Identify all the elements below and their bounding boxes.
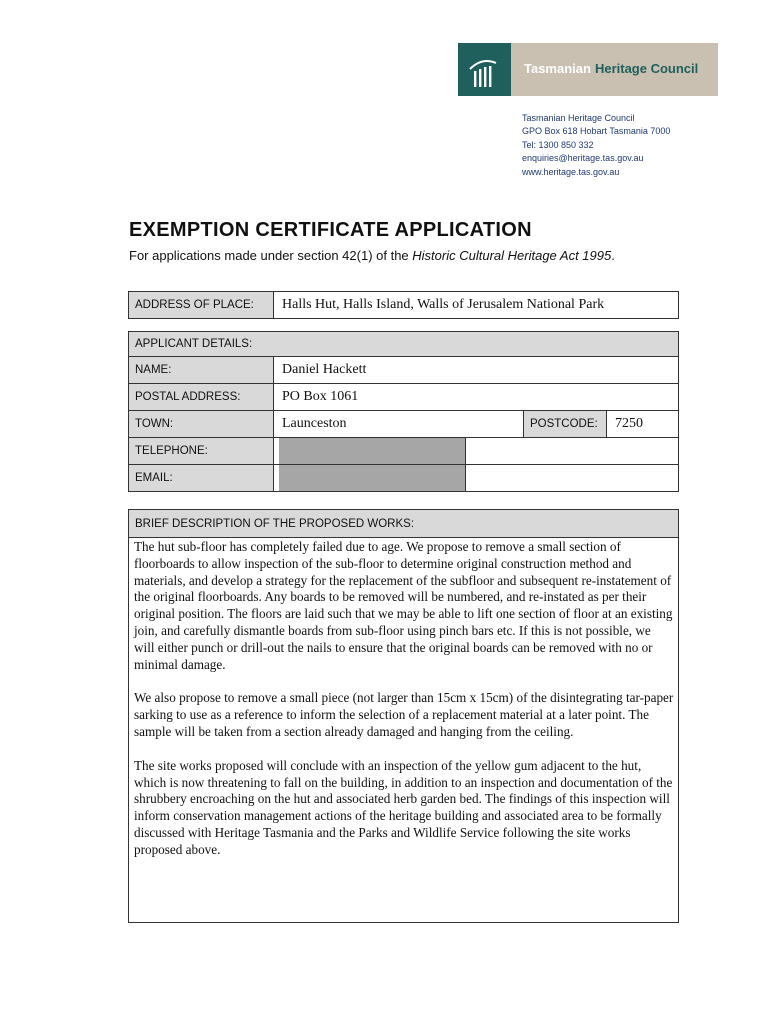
works-description — [134, 539, 674, 876]
contact-phone: Tel: 1300 850 332 — [522, 139, 594, 150]
document-title: EXEMPTION CERTIFICATE APPLICATION — [129, 219, 532, 241]
logo-word-1: Tasmanian — [524, 61, 591, 76]
applicant-header: APPLICANT DETAILS: — [129, 332, 678, 356]
email-label: EMAIL: — [129, 465, 274, 491]
place-table — [128, 291, 679, 319]
contact-email: enquiries@heritage.tas.gov.au — [522, 153, 644, 164]
name-value: Daniel Hackett — [282, 362, 367, 377]
contact-address: GPO Box 618 Hobart Tasmania 7000 — [522, 126, 671, 137]
logo-word-2: Heritage Council — [594, 61, 699, 76]
heritage-council-logo — [458, 43, 718, 96]
columns-icon — [458, 43, 511, 96]
town-value: Launceston — [282, 416, 347, 431]
works-paragraph-3: The site works proposed will conclude with an inspection of the yellow gum adjacent to the hut, which is now threatening to fall on the building, in addition to an inspection and documentation of the shrubbery encroaching on the hut and associated herb garden bed. The findings of this inspection will inform conservation management actions of the heritage building and associated area to be formally discussed with Heritage Tasmania and the Parks and Wildlife Service following the site works proposed above. — [134, 757, 673, 857]
email-redaction — [279, 465, 465, 491]
name-label: NAME: — [129, 357, 274, 383]
place-label: ADDRESS OF PLACE: — [129, 292, 274, 318]
subtitle-text: For applications made under section 42(1) of the — [129, 248, 413, 263]
works-header: BRIEF DESCRIPTION OF THE PROPOSED WORKS: — [129, 510, 678, 537]
postcode-value: 7250 — [615, 416, 643, 431]
place-value: Halls Hut, Halls Island, Walls of Jerusalem National Park — [282, 297, 605, 312]
act-name: Historic Cultural Heritage Act 1995 — [412, 248, 612, 263]
logo-text — [524, 61, 698, 76]
subtitle-end: . — [611, 248, 615, 263]
postal-address-value: PO Box 1061 — [282, 389, 359, 404]
telephone-label: TELEPHONE: — [129, 438, 274, 464]
document-subtitle — [129, 248, 615, 263]
contact-block — [522, 112, 670, 179]
contact-org: Tasmanian Heritage Council — [522, 113, 635, 123]
works-paragraph-1: The hut sub-floor has completely failed due to age. We propose to remove a small section of floorboards to allow inspection of the sub-floor to determine original construction method and materials, and develop a strategy for the replacement of the subfloor and subsequent re-instatement of the original floorboards. Any boards to be removed will be numbered, and re-instated as per their original position. The floors are laid such that we may be able to lift one section of floor at an existing join, and carefully dismantle boards from sub-floor using pinch bars etc. If this is not possible, we will either punch or drill-out the nails to ensure that the original boards can be removed with no or minimal damage. — [134, 539, 673, 672]
telephone-redaction — [279, 438, 465, 464]
applicant-table — [128, 331, 679, 492]
contact-website: www.heritage.tas.gov.au — [522, 166, 620, 177]
postcode-label: POSTCODE: — [523, 411, 607, 437]
town-label: TOWN: — [129, 411, 274, 437]
postal-address-label: POSTAL ADDRESS: — [129, 384, 274, 410]
works-paragraph-2: We also propose to remove a small piece (not larger than 15cm x 15cm) of the disintegrating tar-paper sarking to use as a reference to inform the selection of a replacement material at a later point. The sample will be taken from a section already damaged and hanging from the ceiling. — [134, 690, 674, 739]
